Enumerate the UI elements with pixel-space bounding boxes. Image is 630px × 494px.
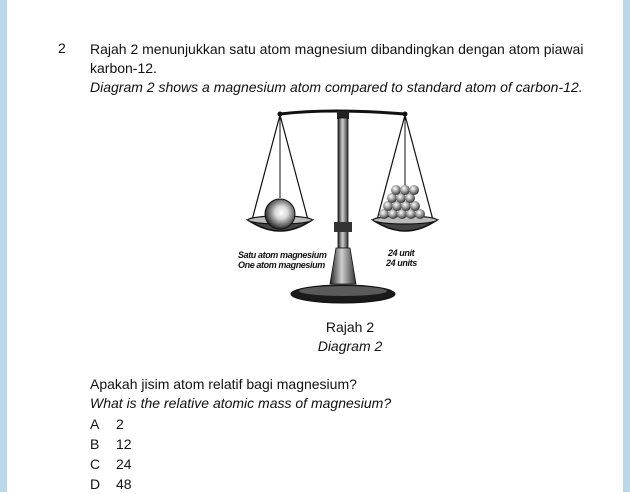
carbon-atoms-pile xyxy=(379,185,425,219)
option-c[interactable] xyxy=(90,454,132,474)
prompt-english: What is the relative atomic mass of magnesium? xyxy=(90,395,392,411)
question-prompt xyxy=(90,375,391,413)
option-letter: C xyxy=(90,456,101,472)
option-value: 2 xyxy=(116,416,124,432)
question-stem xyxy=(90,40,610,97)
left-label-english: One atom magnesium xyxy=(238,260,325,270)
option-value: 48 xyxy=(116,476,132,492)
stem-english: Diagram 2 shows a magnesium atom compared to standard atom of carbon-12. xyxy=(90,79,583,95)
right-label-english: 24 units xyxy=(386,258,417,268)
balance-scale-illustration xyxy=(200,102,460,308)
stem-malay-line1: Rajah 2 menunjukkan satu atom magnesium dibandingkan dengan atom piawai xyxy=(90,41,584,57)
option-value: 24 xyxy=(116,456,132,472)
caption-english: Diagram 2 xyxy=(317,338,383,354)
option-d[interactable] xyxy=(90,474,132,494)
option-letter: B xyxy=(90,436,100,452)
question-number: 2 xyxy=(58,40,66,56)
option-b[interactable] xyxy=(90,434,132,454)
right-border xyxy=(623,0,630,492)
option-a[interactable] xyxy=(90,414,132,434)
option-letter: A xyxy=(90,416,100,432)
option-letter: D xyxy=(90,476,101,492)
caption-malay: Rajah 2 xyxy=(325,319,375,335)
left-label-malay: Satu atom magnesium xyxy=(238,250,327,260)
prompt-malay: Apakah jisim atom relatif bagi magnesium? xyxy=(90,376,357,392)
balance-scale-diagram xyxy=(200,102,460,308)
stem-malay-line2: karbon-12. xyxy=(90,60,157,76)
diagram-caption xyxy=(0,318,630,356)
left-border xyxy=(0,0,7,492)
right-label-malay: 24 unit xyxy=(388,248,415,258)
option-value: 12 xyxy=(116,436,132,452)
answer-options xyxy=(90,414,132,494)
magnesium-atom xyxy=(265,199,295,229)
